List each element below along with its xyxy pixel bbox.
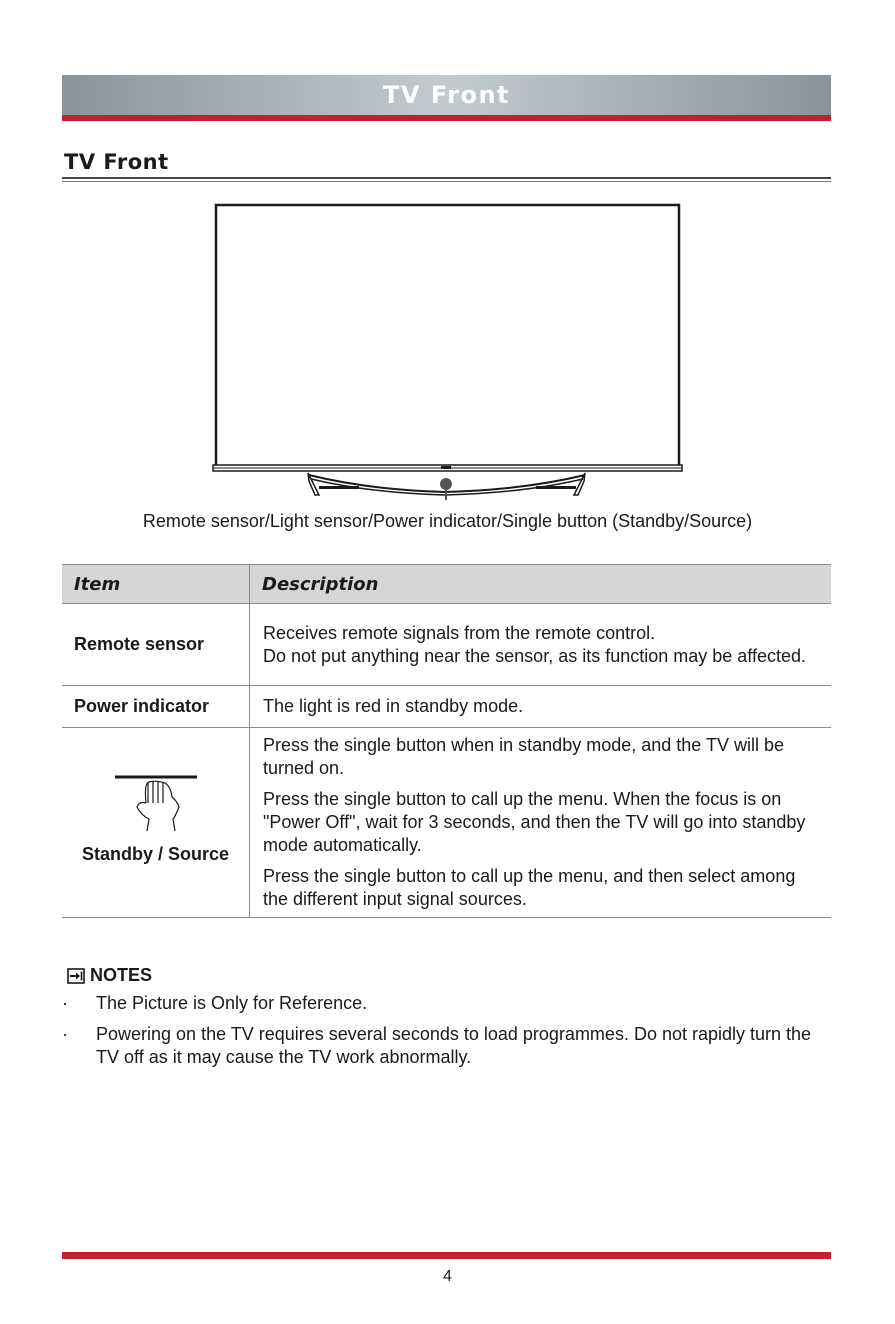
arrow-box-icon [67,968,85,984]
table-header-description: Description [250,565,832,604]
description-line: Do not put anything near the sensor, as its function may be affected. [263,645,807,666]
banner-accent-bar [62,115,831,121]
note-text: Powering on the TV requires several seconds to load programmes. Do not rapidly turn the TV off as it may cause the TV work abnormally. [96,1024,812,1067]
page-number: 4 [443,1268,452,1285]
standby-source-label: Standby / Source [81,844,230,864]
tv-screen [216,205,679,468]
description-table [62,564,831,918]
footer-accent-bar [62,1252,831,1259]
list-item [62,992,831,1015]
table-cell-item: Power indicator [62,686,250,728]
notes-heading [67,965,152,986]
tv-sensor-window [441,466,451,469]
description-paragraph: Press the single button when in standby mode, and the TV will be turned on. [263,735,784,778]
notes-list [62,992,831,1077]
table-header-item: Item [62,565,250,604]
table-cell-description: The light is red in standby mode. [250,686,832,728]
table-cell-description [250,728,832,918]
list-item [62,1023,831,1069]
description-paragraph: Press the single button to call up the menu, and then select among the different input signal sources. [263,866,796,909]
figure-caption: Remote sensor/Light sensor/Power indicator/Single button (Standby/Source) [142,511,753,531]
description-line: Receives remote signals from the remote control. [263,622,656,643]
table-cell-item: Remote sensor [62,604,250,686]
section-rule-thin [62,181,831,182]
table-cell-description [250,604,832,686]
table-row [62,728,831,918]
description-paragraph: Press the single button to call up the menu. When the focus is on "Power Off", wait for 3 seconds, and then the TV will go into standby mode automatically. [263,789,806,855]
note-text: The Picture is Only for Reference. [96,993,368,1013]
header-banner [62,75,831,115]
table-row [62,604,831,686]
tv-front-illustration [205,198,690,500]
banner-title: TV Front [382,81,511,109]
section-rule [62,177,831,179]
section-title: TV Front [64,150,169,174]
table-cell-item [62,728,250,918]
table-row [62,686,831,728]
sensor-pointer-dot [440,478,452,490]
hand-pressing-button-icon [115,773,197,833]
notes-title: NOTES [90,965,153,985]
bullet: · [62,1024,68,1044]
bullet: · [62,993,68,1013]
table-header-row [62,565,831,604]
